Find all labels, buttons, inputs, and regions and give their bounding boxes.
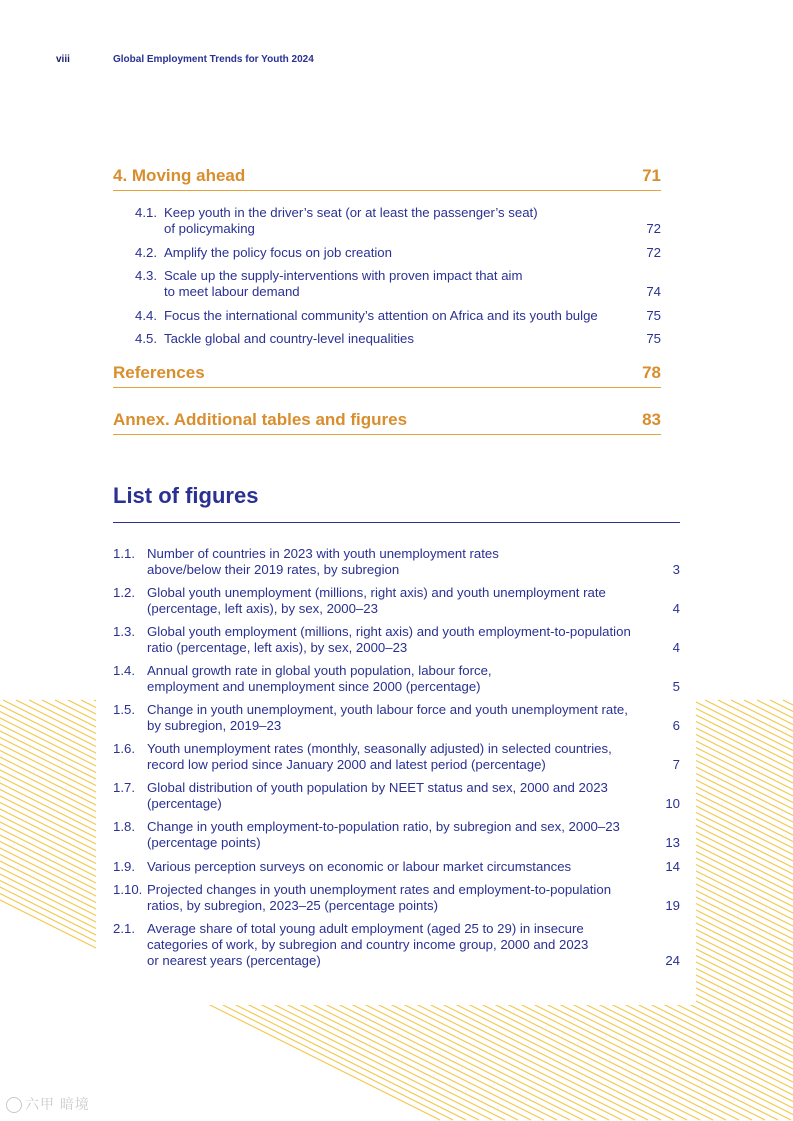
toc-section-4-4[interactable]	[135, 308, 661, 324]
figure-page: 4	[672, 640, 680, 655]
figure-title: Various perception surveys on economic or labour market circumstances	[147, 859, 572, 874]
figure-number: 1.5.	[113, 702, 135, 717]
toc-section-4-1[interactable]	[135, 205, 661, 237]
section-number: 4.1.	[135, 205, 157, 220]
figure-page: 7	[672, 757, 680, 772]
heading-divider	[113, 522, 680, 523]
section-title: Keep youth in the driver’s seat (or at least the passenger’s seat) of policymaking	[164, 205, 538, 236]
figure-page: 5	[672, 679, 680, 694]
figure-number: 1.8.	[113, 819, 135, 834]
figure-title: Change in youth unemployment, youth labour force and youth unemployment rate, by subregion, 2019–23	[147, 702, 628, 733]
watermark	[6, 1094, 90, 1114]
toc-section-4-2[interactable]	[135, 245, 661, 261]
figure-page: 6	[672, 718, 680, 733]
toc-annex[interactable]	[113, 410, 661, 435]
figure-entry-1-8[interactable]	[113, 819, 680, 851]
figure-title: Average share of total young adult employment (aged 25 to 29) in insecure categories of work, by subregion and country income group, 2000 and 2023 or nearest years (percentage)	[147, 921, 589, 968]
figure-page: 14	[665, 859, 680, 874]
figure-entry-1-7[interactable]	[113, 780, 680, 812]
section-page: 72	[646, 221, 661, 236]
toc-section-4-3[interactable]	[135, 268, 661, 300]
figure-page: 4	[672, 601, 680, 616]
figure-number: 1.7.	[113, 780, 135, 795]
figure-title: Change in youth employment-to-population ratio, by subregion and sex, 2000–23 (percentage points)	[147, 819, 620, 850]
figure-number: 1.6.	[113, 741, 135, 756]
watermark-text: 六甲 暗境	[25, 1096, 90, 1112]
figure-title: Global distribution of youth population by NEET status and sex, 2000 and 2023 (percentage)	[147, 780, 608, 811]
section-title: Tackle global and country-level inequalities	[164, 331, 414, 346]
chapter-page: 71	[642, 166, 661, 185]
chapter-title: 4. Moving ahead	[113, 166, 246, 185]
references-title: References	[113, 363, 205, 382]
references-page: 78	[642, 363, 661, 382]
section-title: Focus the international community’s attention on Africa and its youth bulge	[164, 308, 598, 323]
toc-chapter-4[interactable]	[113, 166, 661, 191]
toc-section-4-5[interactable]	[135, 331, 661, 347]
figure-number: 1.4.	[113, 663, 135, 678]
section-page: 74	[646, 284, 661, 299]
figure-number: 1.3.	[113, 624, 135, 639]
figure-page: 3	[672, 562, 680, 577]
figure-entry-1-4[interactable]	[113, 663, 680, 695]
toc-references[interactable]	[113, 363, 661, 388]
section-number: 4.3.	[135, 268, 157, 283]
figure-title: Projected changes in youth unemployment rates and employment-to-population ratios, by subregion, 2023–25 (percentage points)	[147, 882, 612, 913]
figure-title: Global youth unemployment (millions, right axis) and youth unemployment rate (percentage, left axis), by sex, 2000–23	[147, 585, 606, 616]
figure-entry-1-6[interactable]	[113, 741, 680, 773]
watermark-logo-icon	[6, 1097, 22, 1113]
figure-number: 1.1.	[113, 546, 135, 561]
section-page: 75	[646, 331, 661, 346]
figure-entry-1-9[interactable]	[113, 859, 680, 875]
annex-title: Annex. Additional tables and figures	[113, 410, 408, 429]
figure-page: 19	[665, 898, 680, 913]
annex-page: 83	[642, 410, 661, 429]
figure-entry-1-3[interactable]	[113, 624, 680, 656]
figure-entry-2-1[interactable]	[113, 921, 680, 969]
section-title: Scale up the supply-interventions with proven impact that aim to meet labour demand	[164, 268, 523, 299]
section-number: 4.2.	[135, 245, 157, 260]
section-number: 4.4.	[135, 308, 157, 323]
figure-page: 13	[665, 835, 680, 850]
figure-number: 1.2.	[113, 585, 135, 600]
figure-number: 2.1.	[113, 921, 135, 936]
section-number: 4.5.	[135, 331, 157, 346]
figure-number: 1.9.	[113, 859, 135, 874]
figure-title: Youth unemployment rates (monthly, seasonally adjusted) in selected countries, record low period since January 2000 and latest period (percentage)	[147, 741, 612, 772]
figure-entry-1-10[interactable]	[113, 882, 680, 914]
figure-entry-1-2[interactable]	[113, 585, 680, 617]
figure-entry-1-5[interactable]	[113, 702, 680, 734]
figure-entry-1-1[interactable]	[113, 546, 680, 578]
figure-page: 24	[665, 953, 680, 968]
figure-number: 1.10.	[113, 882, 143, 897]
list-of-figures-heading: List of figures	[113, 483, 259, 508]
section-page: 72	[646, 245, 661, 260]
section-page: 75	[646, 308, 661, 323]
document-title: Global Employment Trends for Youth 2024	[113, 54, 314, 65]
figure-title: Number of countries in 2023 with youth unemployment rates above/below their 2019 rates, by subregion	[147, 546, 499, 577]
figure-title: Annual growth rate in global youth population, labour force, employment and unemployment since 2000 (percentage)	[147, 663, 492, 694]
figure-page: 10	[665, 796, 680, 811]
running-header	[56, 54, 314, 65]
page-number: viii	[56, 54, 70, 65]
figure-title: Global youth employment (millions, right axis) and youth employment-to-population ratio (percentage, left axis), by sex, 2000–23	[147, 624, 631, 655]
section-title: Amplify the policy focus on job creation	[164, 245, 392, 260]
